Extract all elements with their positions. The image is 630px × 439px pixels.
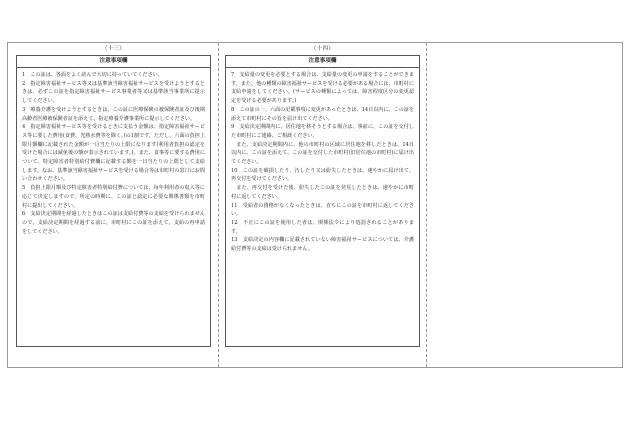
fold-line-right (426, 43, 427, 367)
note-paragraph: 6 支給決定期間を経過したときはこの証は支給付費等の支給を受けられませんので、支給決定期間を経過する前に、市町村にこの証を添えて、支給の再申請をしてください。 (22, 211, 205, 235)
note-paragraph: また、支給決定期間内に、他の市町村の区域に居住地を移したときは、14日以内に、この証を添えて、この証を交付した市町村(旧居住地の市町村)に届け出てください。 (231, 141, 414, 166)
panel-title: （十三） (101, 46, 126, 52)
note-paragraph: 7 支給量の変更を必要とする場合は、支給量の変更の申請をすることができます。また、他の種類の障害福祉サービスを受ける必要がある場合には、市町村に支給申請をしてください。(サービスの種類によっては、障害程度区分の変更認定を受ける必要があります。) (231, 72, 414, 105)
notes-box (16, 55, 211, 347)
panel-title: （十四） (310, 46, 335, 52)
note-paragraph: 5 負担上限月額及び特定障害者特別給付費については、毎年利用者の収入等に応じて決定しますので、所定の時期に、この証と認定に必要な関係書類を市町村に提出してください。 (22, 185, 205, 209)
note-paragraph: 2 指定障害福祉サービス等又は基準該当障害福祉サービスを受けようとするときは、必ずこの証を指定障害福祉サービス事業者等又は基準該当事業所に提示してください。 (22, 80, 205, 105)
notes-body (17, 68, 210, 236)
fold-line-left (218, 43, 219, 367)
certificate-sheet (7, 42, 623, 368)
note-paragraph: 13 支給決定の内容欄に記載されていない障害福祉サービスについては、介護給付費等の支給は受けられません。 (231, 237, 414, 253)
note-paragraph: 9 支給決定期間内に、居住地を移そうとする場合は、事前に、この証を交付した市町村にご連絡、ご相談ください。 (231, 124, 414, 139)
note-paragraph: 8 この証の一、六面の記載事項に変更があったときは、14日以内に、この証を添えて市町村にその旨を届け出てください。 (231, 106, 414, 122)
panel-14 (225, 43, 420, 367)
notes-heading: 注意事項欄 (17, 56, 210, 68)
note-paragraph: 11 受給者の資格がなくなったときは、直ちにこの証を市町村に返してください。 (231, 202, 414, 218)
note-paragraph: 3 療養介護を受けようとするときは、この証に医療保険の被保険者証及び後期高齢者医療被保険者証を添えて、指定療養介護事業所に提示してください。 (22, 106, 205, 122)
note-paragraph: 12 不正にこの証を使用した者は、関係法令により処罰されることがあります。 (231, 219, 414, 235)
note-paragraph: 4 指定障害福祉サービス等を受けるときに支払う金額は、指定障害福祉サービス等に要した費用(食費、光熱水費等を除く。)の1割です。ただし、六面の負担上限月額欄に記載された金額が一月当たりの上限になります(利用者負担の認定を受けた場合には減免後の額が表示されています。)。また、食事等に要する費用について、特定障害者特別給付費欄に記載する額を一日当たりの上限として支給します。なお、基準該当障害福祉サービスを受ける場合等は市町村の窓口にお問い合わせください。 (22, 124, 205, 183)
notes-body (226, 68, 419, 254)
note-paragraph: 1 この証は、各面をよく読んで大切に持っていてください。 (22, 72, 163, 78)
notes-heading: 注意事項欄 (226, 56, 419, 68)
notes-box (225, 55, 420, 347)
note-paragraph: また、再交付を受けた後、紛失したこの証を発見したときは、速やかに市町村に返してください。 (231, 185, 414, 200)
note-paragraph: 10 この証を破損したり、汚したり又は紛失したときは、速やかに届け出て、再交付を受けてください。 (231, 167, 414, 183)
panel-13 (16, 43, 211, 367)
